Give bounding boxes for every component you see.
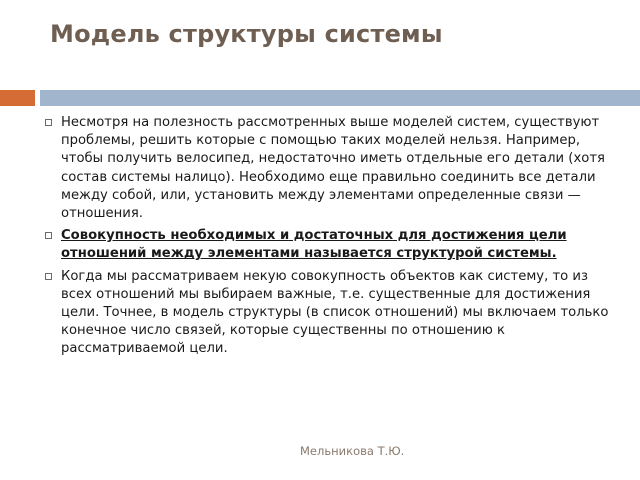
square-bullet-icon <box>45 273 52 280</box>
accent-bar-blue <box>40 90 640 106</box>
bullet-item <box>44 268 612 359</box>
slide-title: Модель структуры системы <box>50 20 443 48</box>
square-bullet-icon <box>45 119 52 126</box>
bullet-text: Совокупность необходимых и достаточных для достижения цели отношений между элементами называется структурой системы. <box>61 228 567 262</box>
bullet-item <box>44 114 612 223</box>
accent-bar-orange <box>0 90 35 106</box>
bullet-text: Когда мы рассматриваем некую совокупность объектов как систему, то из всех отношений мы выбираем важные, т.е. существенные для достижения цели. Точнее, в модель структуры (в список отношений) мы включаем только конечное число связей, которые существенны по отношению к рассматриваемой цели. <box>61 268 609 357</box>
slide-content <box>44 114 612 363</box>
square-bullet-icon <box>45 232 52 239</box>
bullet-text: Несмотря на полезность рассмотренных выше моделей систем, существуют проблемы, решить которые с помощью таких моделей нельзя. Например, чтобы получить велосипед, недостаточно иметь отдельные его детали (хотя состав системы налицо). Необходимо еще правильно соединить все детали между собой, или, установить между элементами определенные связи — отношения. <box>61 115 605 222</box>
bullet-item-definition <box>44 227 612 263</box>
author-footer: Мельникова Т.Ю. <box>300 444 405 458</box>
